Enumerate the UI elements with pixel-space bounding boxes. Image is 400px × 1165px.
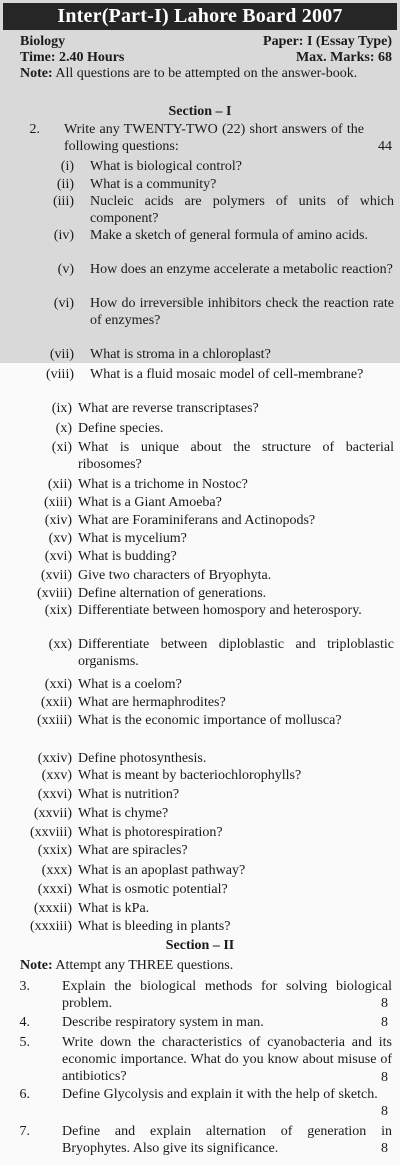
short-question-number: (v) <box>57 262 74 277</box>
long-question-number: 4. <box>19 1015 30 1030</box>
short-question-number: (xii) <box>47 477 72 492</box>
section-2-note <box>20 958 394 974</box>
short-question-text: What is budding? <box>78 549 177 564</box>
long-question-text: Define Glycolysis and explain it with the help of sketch. <box>62 1087 378 1102</box>
short-question-number: (ii) <box>56 177 74 192</box>
short-question-number: (xx) <box>48 637 72 652</box>
short-question-text: Differentiate between diploblastic and triploblastic organisms. <box>78 637 394 669</box>
short-question-number: (xiv) <box>44 513 72 528</box>
q2-text: Write any TWENTY-TWO (22) short answers of the following questions: <box>64 122 364 154</box>
paper-title: Inter(Part-I) Lahore Board 2007 <box>3 3 397 30</box>
short-question-text: What is stroma in a chloroplast? <box>90 347 271 362</box>
short-question-number: (iv) <box>53 228 74 243</box>
short-question-text: What is mycelium? <box>78 531 187 546</box>
short-question-text: What are reverse transcriptases? <box>78 401 259 416</box>
short-question-number: (vi) <box>53 296 74 311</box>
short-question-text: What is chyme? <box>78 806 169 821</box>
short-question-text: What is a fluid mosaic model of cell-membrane? <box>90 367 364 382</box>
short-question-text: What is a Giant Amoeba? <box>78 495 222 510</box>
long-question-text: Define and explain alternation of generation in Bryophytes. Also give its significance. <box>62 1124 392 1156</box>
short-question-text: Give two characters of Bryophyta. <box>78 568 272 583</box>
short-question-text: What are spiracles? <box>78 843 188 858</box>
short-question-text: What is nutrition? <box>78 787 180 802</box>
short-question-text: Nucleic acids are polymers of units of which component? <box>90 194 394 226</box>
short-question-number: (x) <box>55 421 72 436</box>
short-question-text: What is bleeding in plants? <box>78 919 231 934</box>
long-question-marks: 8 <box>381 1104 388 1119</box>
short-question-number: (i) <box>60 159 74 174</box>
short-question-number: (xv) <box>48 531 72 546</box>
short-question-text: Define alternation of generations. <box>78 586 267 601</box>
subject-label: Biology <box>20 34 66 49</box>
short-question-text: What is biological control? <box>90 159 243 174</box>
short-question-text: What is a coelom? <box>78 677 182 692</box>
long-question-marks: 8 <box>381 996 388 1011</box>
short-question-number: (xxxii) <box>33 901 72 916</box>
short-question-text: What are Foraminiferans and Actinopods? <box>78 513 316 528</box>
short-question-number: (xi) <box>51 440 72 455</box>
short-question-number: (xix) <box>44 603 72 618</box>
long-question-text: Describe respiratory system in man. <box>62 1015 264 1030</box>
short-question-number: (xvii) <box>40 568 72 583</box>
short-question-text: What is a trichome in Nostoc? <box>78 477 248 492</box>
note-label: Note: <box>20 66 53 81</box>
long-question-marks: 8 <box>381 1015 388 1030</box>
short-question-text: What is a community? <box>90 177 217 192</box>
short-question-number: (xxiv) <box>37 751 72 766</box>
short-question-text: What is the economic importance of mollusca? <box>78 713 342 728</box>
short-question-text: What is osmotic potential? <box>78 882 228 897</box>
short-question-number: (xxix) <box>37 843 72 858</box>
note2-text: Attempt any THREE questions. <box>55 958 234 973</box>
note2-label: Note: <box>20 958 53 973</box>
short-question-text: What is an apoplast pathway? <box>78 863 246 878</box>
section-1-title: Section – I <box>168 104 232 119</box>
short-question-text: What is meant by bacteriochlorophylls? <box>78 768 302 783</box>
short-question-text: How do irreversible inhibitors check the reaction rate of enzymes? <box>90 296 394 328</box>
short-question-number: (xxiii) <box>37 713 72 728</box>
short-question-number: (xxxiii) <box>30 919 72 934</box>
short-question-number: (xxxi) <box>37 882 72 897</box>
short-question-number: (xxvii) <box>33 806 72 821</box>
short-question-number: (iii) <box>53 194 74 209</box>
short-question-text: Define photosynthesis. <box>78 751 207 766</box>
short-question-number: (xviii) <box>37 586 72 601</box>
q2-number: 2. <box>29 122 40 137</box>
short-question-text: How does an enzyme accelerate a metabolic reaction? <box>90 262 393 277</box>
short-question-text: What is unique about the structure of bacterial ribosomes? <box>78 440 394 472</box>
short-question-number: (viii) <box>46 367 74 382</box>
long-question-marks: 8 <box>381 1070 388 1085</box>
long-question-number: 3. <box>19 979 30 994</box>
short-question-text: Define species. <box>78 421 164 436</box>
long-question-text: Explain the biological methods for solving biological problem. <box>62 979 392 1011</box>
short-question-number: (xxviii) <box>30 825 72 840</box>
short-question-number: (vii) <box>49 347 74 362</box>
paper-label: Paper: I (Essay Type) <box>263 34 392 49</box>
long-question-number: 7. <box>19 1124 30 1139</box>
long-question-number: 5. <box>19 1035 30 1050</box>
long-question-text: Write down the characteristics of cyanobacteria and its economic importance. What do you know about misuse of antibiotics? <box>62 1035 392 1084</box>
note-text: All questions are to be attempted on the answer-book. <box>55 66 358 81</box>
short-question-number: (xxii) <box>40 695 72 710</box>
short-question-number: (xiii) <box>44 495 72 510</box>
q2-marks: 44 <box>378 139 392 154</box>
short-question-number: (xxv) <box>41 768 72 783</box>
short-question-number: (xxx) <box>41 863 72 878</box>
short-question-text: Make a sketch of general formula of amino acids. <box>90 228 368 243</box>
short-question-text: What is photorespiration? <box>78 825 223 840</box>
short-question-number: (xxi) <box>44 677 72 692</box>
instructions-note <box>20 66 394 82</box>
long-question-marks: 8 <box>381 1141 388 1156</box>
short-question-text: What is kPa. <box>78 901 150 916</box>
short-question-number: (xvi) <box>44 549 72 564</box>
max-marks-label: Max. Marks: 68 <box>295 50 392 65</box>
section-2-title: Section – II <box>165 938 235 953</box>
short-question-text: Differentiate between homospory and heterospory. <box>78 603 362 618</box>
time-label: Time: 2.40 Hours <box>20 50 125 65</box>
short-question-number: (xxvi) <box>37 787 72 802</box>
short-question-number: (ix) <box>51 401 72 416</box>
short-question-text: What are hermaphrodites? <box>78 695 226 710</box>
long-question-number: 6. <box>19 1087 30 1102</box>
